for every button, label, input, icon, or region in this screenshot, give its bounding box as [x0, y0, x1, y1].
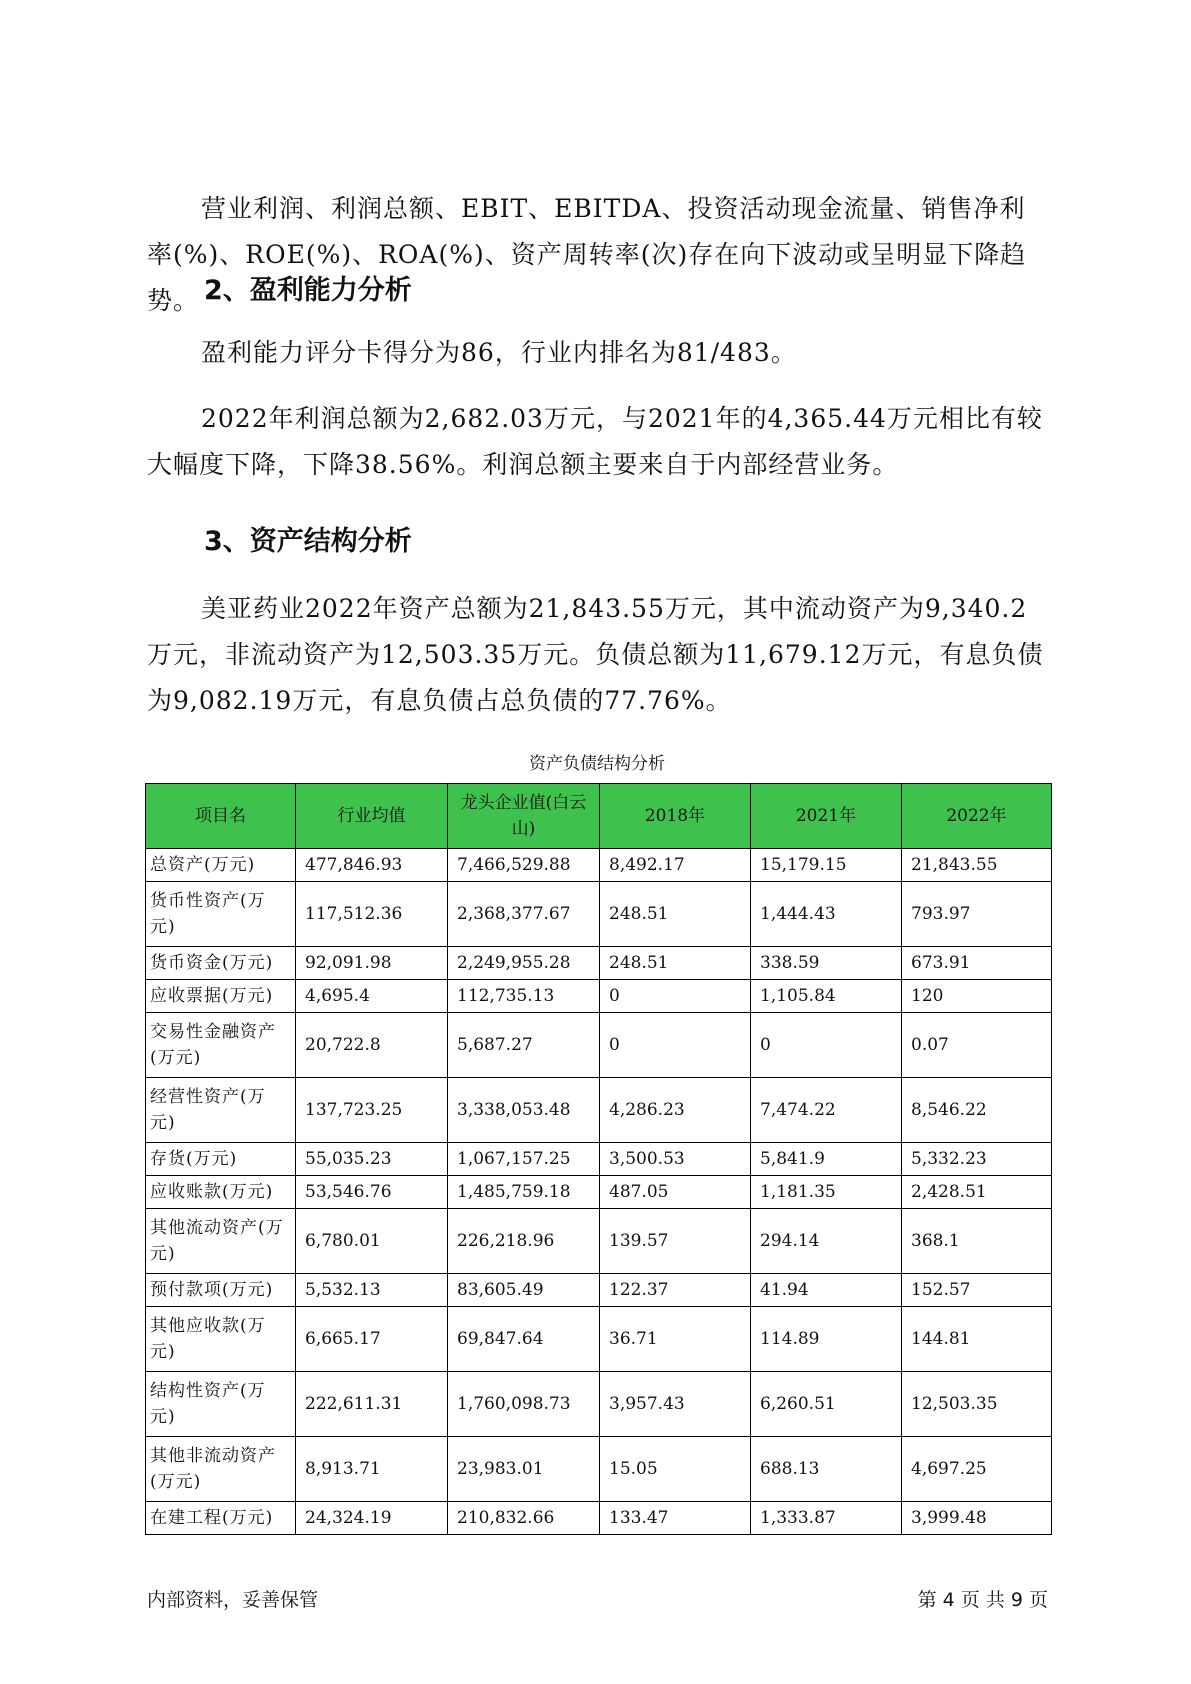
- cell-value: 53,546.76: [296, 1176, 448, 1209]
- table-row: [146, 1502, 1052, 1535]
- cell-value: 139.57: [600, 1209, 751, 1274]
- cell-value: 2,428.51: [902, 1176, 1052, 1209]
- cell-value: 673.91: [902, 947, 1052, 980]
- row-label: 预付款项(万元): [146, 1274, 296, 1307]
- cell-value: 8,492.17: [600, 849, 751, 882]
- cell-value: 114.89: [751, 1307, 902, 1372]
- row-label: 交易性金融资产(万元): [146, 1013, 296, 1078]
- header-leader-value: 龙头企业值(白云山): [448, 784, 600, 849]
- table-row: [146, 1176, 1052, 1209]
- cell-value: 15,179.15: [751, 849, 902, 882]
- cell-value: 8,546.22: [902, 1078, 1052, 1143]
- cell-value: 5,841.9: [751, 1143, 902, 1176]
- cell-value: 3,999.48: [902, 1502, 1052, 1535]
- paragraph-profitability-score: 盈利能力评分卡得分为86，行业内排名为81/483。: [201, 338, 797, 367]
- row-label: 其他非流动资产(万元): [146, 1437, 296, 1502]
- cell-value: 793.97: [902, 882, 1052, 947]
- table-row: [146, 1274, 1052, 1307]
- cell-value: 112,735.13: [448, 980, 600, 1013]
- cell-value: 3,957.43: [600, 1372, 751, 1437]
- cell-value: 294.14: [751, 1209, 902, 1274]
- table-row: [146, 1013, 1052, 1078]
- section-heading-asset-structure: 3、资产结构分析: [204, 526, 412, 557]
- paragraph-trend-summary: 营业利润、利润总额、EBIT、EBITDA、投资活动现金流量、销售净利率(%)、ROE(%)、ROA(%)、资产周转率(次)存在向下波动或呈明显下降趋势。: [147, 194, 1027, 315]
- cell-value: 1,181.35: [751, 1176, 902, 1209]
- cell-value: 1,485,759.18: [448, 1176, 600, 1209]
- cell-value: 1,067,157.25: [448, 1143, 600, 1176]
- cell-value: 487.05: [600, 1176, 751, 1209]
- header-item-name: 项目名: [146, 784, 296, 849]
- row-label: 其他应收款(万元): [146, 1307, 296, 1372]
- footer-confidential-note: 内部资料，妥善保管: [147, 1589, 319, 1611]
- cell-value: 248.51: [600, 947, 751, 980]
- cell-value: 92,091.98: [296, 947, 448, 980]
- cell-value: 7,466,529.88: [448, 849, 600, 882]
- cell-value: 152.57: [902, 1274, 1052, 1307]
- row-label: 货币资金(万元): [146, 947, 296, 980]
- row-label: 总资产(万元): [146, 849, 296, 882]
- table-header-row: [146, 784, 1052, 849]
- table-row: [146, 1078, 1052, 1143]
- cell-value: 1,444.43: [751, 882, 902, 947]
- cell-value: 226,218.96: [448, 1209, 600, 1274]
- table-row: [146, 1143, 1052, 1176]
- table-row: [146, 1307, 1052, 1372]
- header-2018: 2018年: [600, 784, 751, 849]
- table-row: [146, 1209, 1052, 1274]
- row-label: 在建工程(万元): [146, 1502, 296, 1535]
- cell-value: 6,260.51: [751, 1372, 902, 1437]
- cell-value: 7,474.22: [751, 1078, 902, 1143]
- cell-value: 248.51: [600, 882, 751, 947]
- cell-value: 8,913.71: [296, 1437, 448, 1502]
- table-caption: 资产负债结构分析: [529, 754, 665, 774]
- cell-value: 4,697.25: [902, 1437, 1052, 1502]
- footer-page-number: 第 4 页 共 9 页: [917, 1589, 1048, 1611]
- cell-value: 23,983.01: [448, 1437, 600, 1502]
- cell-value: 55,035.23: [296, 1143, 448, 1176]
- cell-value: 3,338,053.48: [448, 1078, 600, 1143]
- row-label: 应收账款(万元): [146, 1176, 296, 1209]
- table-row: [146, 1437, 1052, 1502]
- cell-value: 137,723.25: [296, 1078, 448, 1143]
- table-row: [146, 849, 1052, 882]
- cell-value: 6,665.17: [296, 1307, 448, 1372]
- row-label: 货币性资产(万元): [146, 882, 296, 947]
- header-2022: 2022年: [902, 784, 1052, 849]
- cell-value: 69,847.64: [448, 1307, 600, 1372]
- row-label: 应收票据(万元): [146, 980, 296, 1013]
- table-row: [146, 947, 1052, 980]
- paragraph-asset-summary: 美亚药业2022年资产总额为21,843.55万元，其中流动资产为9,340.2万元，非流动资产为12,503.35万元。负债总额为11,679.12万元，有息负债为9,082.19万元，有息负债占总负债的77.76%。: [147, 594, 1044, 715]
- cell-value: 41.94: [751, 1274, 902, 1307]
- row-label: 经营性资产(万元): [146, 1078, 296, 1143]
- paragraph-total-profit: 2022年利润总额为2,682.03万元，与2021年的4,365.44万元相比有较大幅度下降，下降38.56%。利润总额主要来自于内部经营业务。: [147, 404, 1043, 479]
- cell-value: 24,324.19: [296, 1502, 448, 1535]
- cell-value: 2,249,955.28: [448, 947, 600, 980]
- cell-value: 338.59: [751, 947, 902, 980]
- cell-value: 1,760,098.73: [448, 1372, 600, 1437]
- cell-value: 15.05: [600, 1437, 751, 1502]
- cell-value: 0: [600, 980, 751, 1013]
- cell-value: 21,843.55: [902, 849, 1052, 882]
- cell-value: 5,332.23: [902, 1143, 1052, 1176]
- row-label: 结构性资产(万元): [146, 1372, 296, 1437]
- cell-value: 120: [902, 980, 1052, 1013]
- cell-value: 688.13: [751, 1437, 902, 1502]
- cell-value: 477,846.93: [296, 849, 448, 882]
- cell-value: 20,722.8: [296, 1013, 448, 1078]
- cell-value: 133.47: [600, 1502, 751, 1535]
- cell-value: 0: [600, 1013, 751, 1078]
- header-industry-average: 行业均值: [296, 784, 448, 849]
- header-2021: 2021年: [751, 784, 902, 849]
- cell-value: 1,333.87: [751, 1502, 902, 1535]
- cell-value: 12,503.35: [902, 1372, 1052, 1437]
- cell-value: 4,695.4: [296, 980, 448, 1013]
- cell-value: 210,832.66: [448, 1502, 600, 1535]
- cell-value: 144.81: [902, 1307, 1052, 1372]
- cell-value: 117,512.36: [296, 882, 448, 947]
- cell-value: 5,532.13: [296, 1274, 448, 1307]
- cell-value: 5,687.27: [448, 1013, 600, 1078]
- cell-value: 6,780.01: [296, 1209, 448, 1274]
- section-heading-profitability: 2、盈利能力分析: [204, 275, 412, 306]
- cell-value: 2,368,377.67: [448, 882, 600, 947]
- table-row: [146, 1372, 1052, 1437]
- cell-value: 122.37: [600, 1274, 751, 1307]
- row-label: 其他流动资产(万元): [146, 1209, 296, 1274]
- cell-value: 222,611.31: [296, 1372, 448, 1437]
- balance-structure-table: [145, 783, 1052, 1535]
- cell-value: 0.07: [902, 1013, 1052, 1078]
- cell-value: 4,286.23: [600, 1078, 751, 1143]
- table-row: [146, 980, 1052, 1013]
- cell-value: 368.1: [902, 1209, 1052, 1274]
- cell-value: 36.71: [600, 1307, 751, 1372]
- cell-value: 1,105.84: [751, 980, 902, 1013]
- cell-value: 0: [751, 1013, 902, 1078]
- cell-value: 3,500.53: [600, 1143, 751, 1176]
- cell-value: 83,605.49: [448, 1274, 600, 1307]
- row-label: 存货(万元): [146, 1143, 296, 1176]
- table-row: [146, 882, 1052, 947]
